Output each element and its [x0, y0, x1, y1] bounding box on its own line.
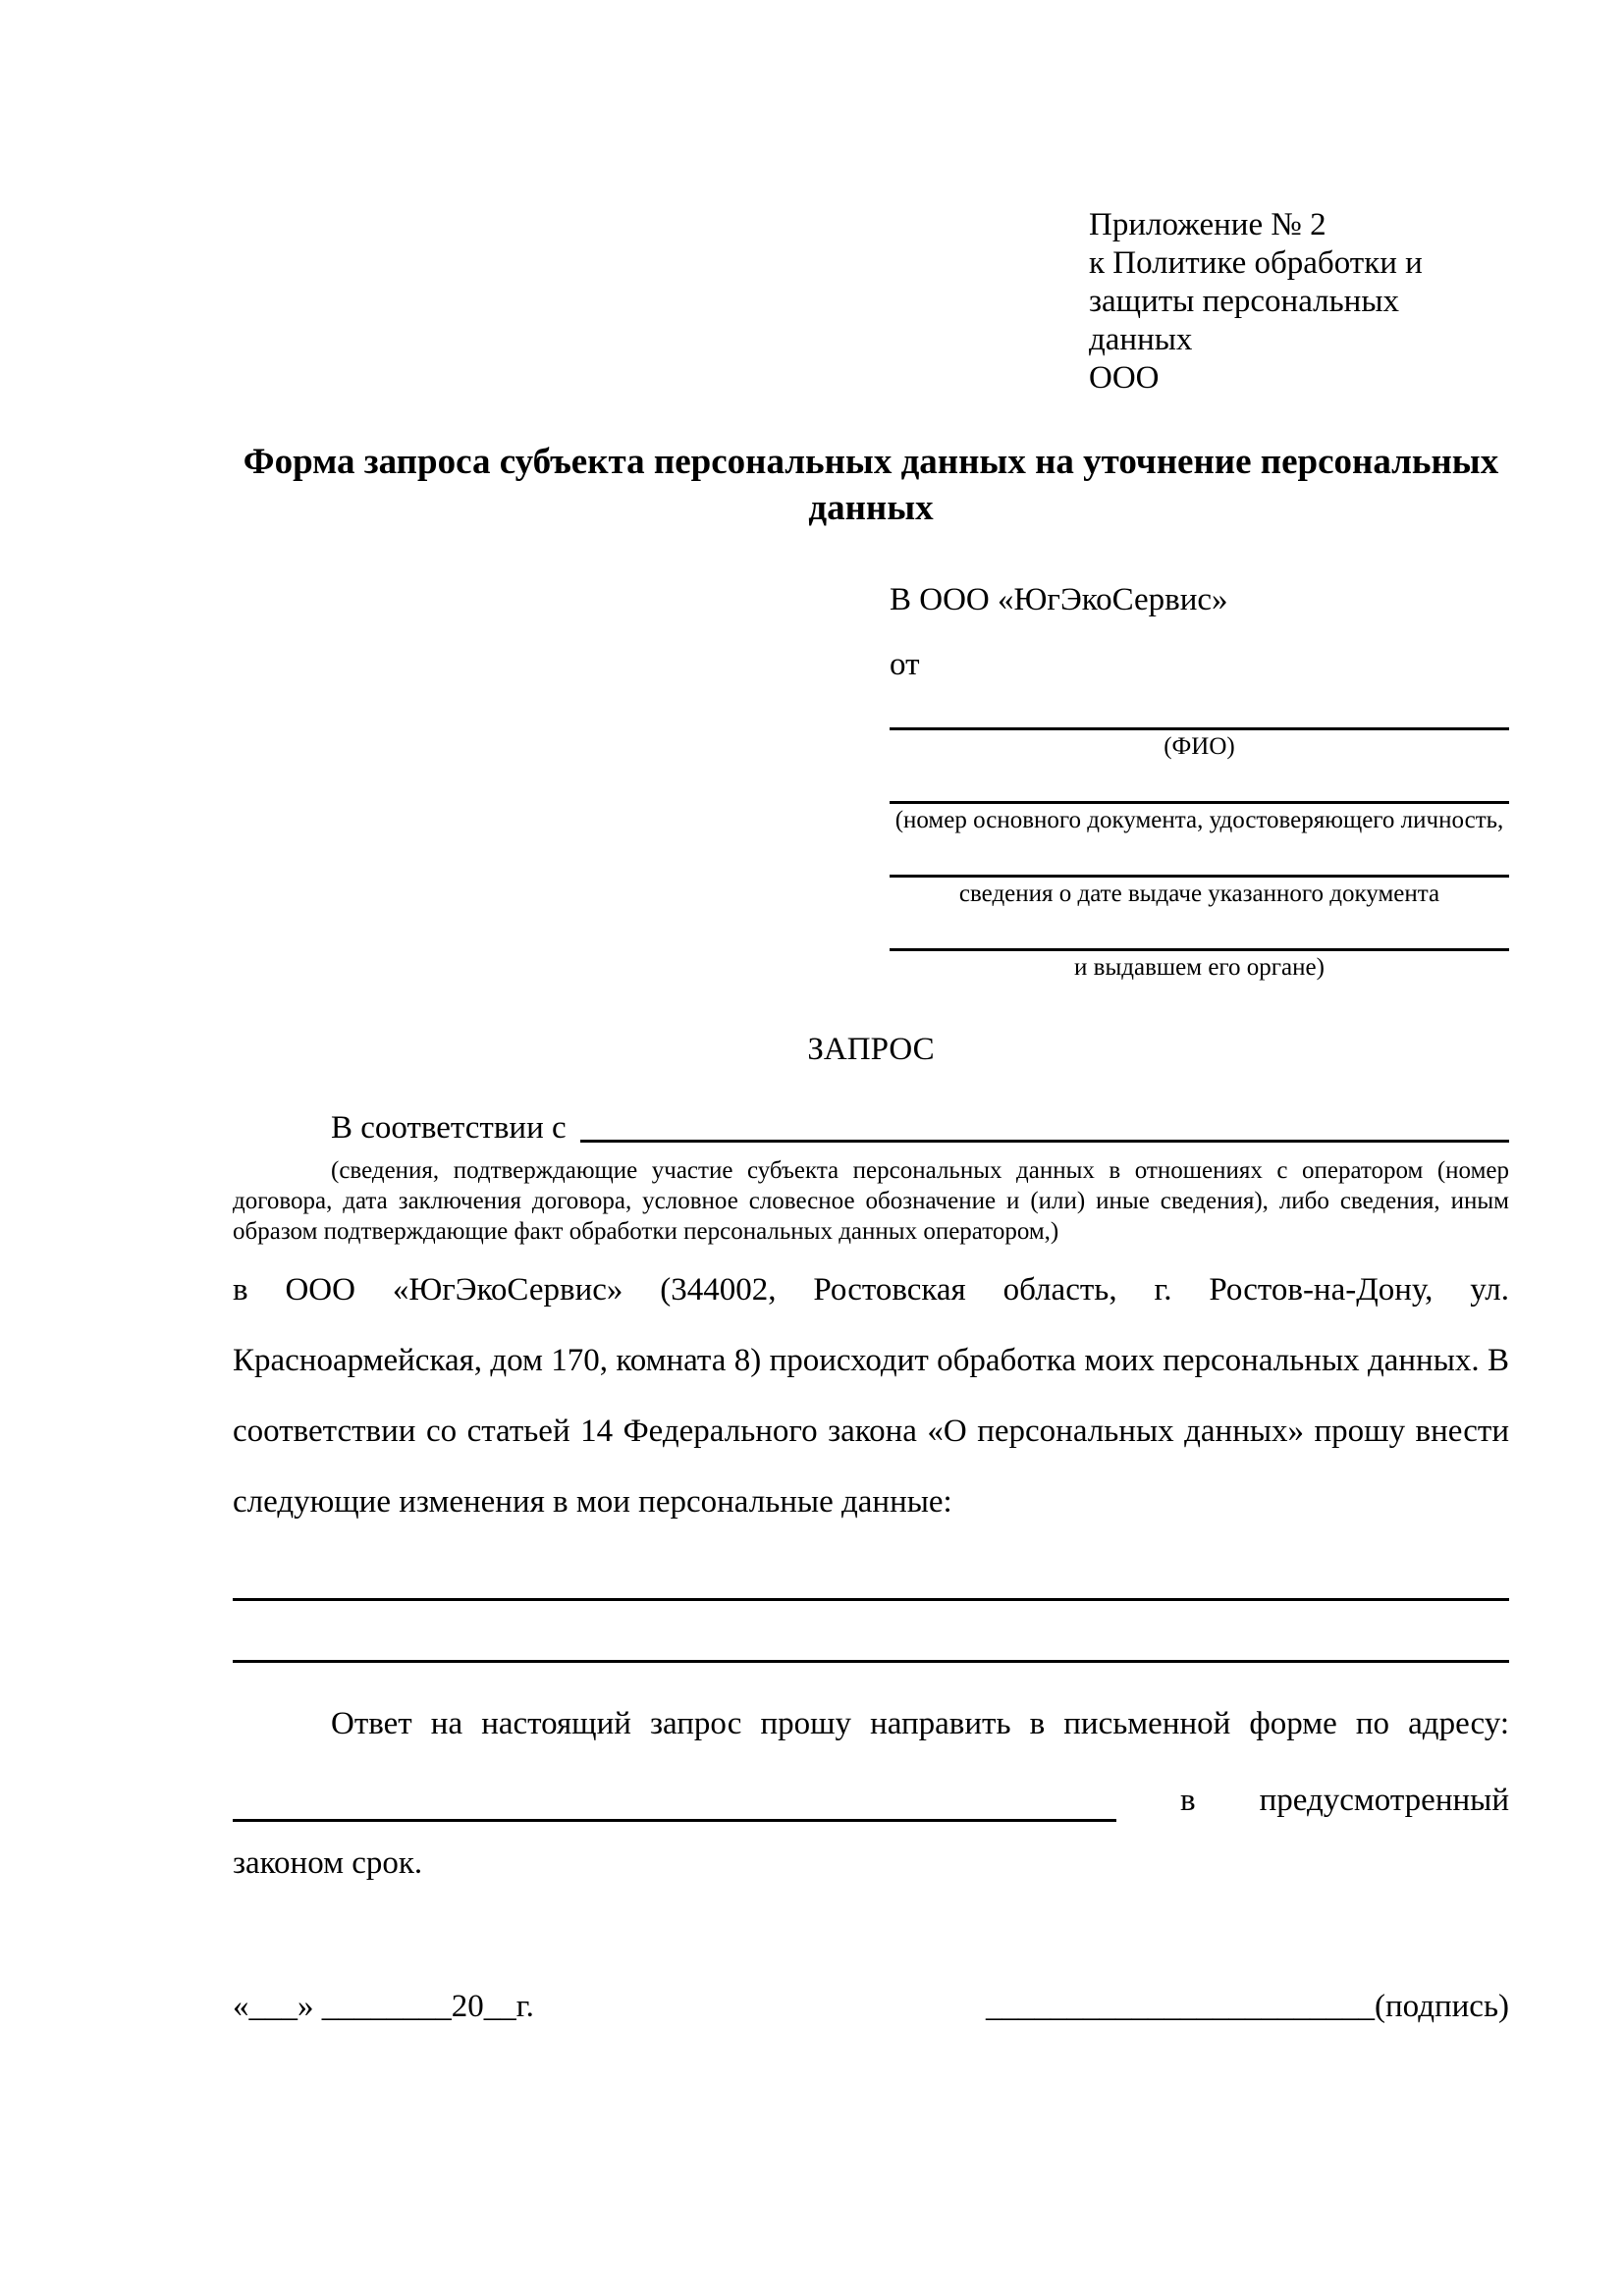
issuing-authority-caption: и выдавшем его органе)	[1074, 954, 1325, 981]
accordance-row	[233, 1106, 1509, 1149]
appendix-line: Приложение № 2	[1089, 207, 1326, 242]
reply-tail-word: в	[1180, 1783, 1196, 1818]
issue-date-blank-line	[890, 875, 1509, 878]
signature-caption: (подпись)	[1375, 1989, 1509, 2024]
issuing-authority-blank-line	[890, 948, 1509, 951]
accordance-lead: В соответствии с	[331, 1110, 567, 1146]
reply-end: законом срок.	[233, 1845, 423, 1881]
date-signature-row	[233, 1989, 1509, 2025]
document-title: Форма запроса субъекта персональных данных на уточнение персональных данных	[243, 442, 1499, 528]
fio-caption: (ФИО)	[1164, 733, 1235, 760]
accordance-blank-line	[580, 1140, 1509, 1143]
issue-date-caption: сведения о дате выдаче указанного документа	[958, 881, 1440, 907]
document-number-caption: (номер основного документа, удостоверяющего личность,	[894, 807, 1504, 833]
reply-address-row	[233, 1759, 1509, 1822]
field-issue-date	[890, 835, 1509, 909]
accordance-note: (сведения, подтверждающие участие субъекта персональных данных в отношениях с оператором (номер договора, дата заключения договора, условное словесное обозначение и (или) иные сведения), либо сведения, иным образом подтверждающие факт обработки персональных данных оператором,)	[233, 1157, 1509, 1245]
appendix-line: к Политике обработки и	[1089, 245, 1423, 281]
signature-blank-line: ________________________	[986, 1989, 1375, 2024]
changes-blank-line-2	[233, 1660, 1509, 1663]
request-body: в ООО «ЮгЭкоСервис» (344002, Ростовская область, г. Ростов-на-Дону, ул. Красноармейская, дом 170, комната 8) происходит обработка моих персональных данных. В соответствии со статьей 14 Федерального закона «О персональных данных» прошу внести следующие изменения в мои персональные данные:	[233, 1272, 1509, 1520]
field-issuing-authority	[890, 909, 1509, 983]
changes-blank-line-1	[233, 1598, 1509, 1601]
reply-tail-word: предусмотренный	[1259, 1783, 1509, 1818]
fio-blank-line	[890, 727, 1509, 730]
appendix-line: ООО	[1089, 360, 1160, 396]
appendix-block	[1089, 206, 1509, 398]
recipient-organization: В ООО «ЮгЭкоСервис»	[890, 582, 1228, 617]
address-blank-line	[233, 1768, 1116, 1822]
request-heading: ЗАПРОС	[807, 1032, 935, 1067]
signature-area	[986, 1989, 1509, 2025]
field-document-number	[890, 762, 1509, 835]
reply-lead: Ответ на настоящий запрос прошу направить в письменной форме по адресу:	[331, 1706, 1509, 1741]
date-blank: «___» ________20__г.	[233, 1989, 534, 2024]
from-label: от	[890, 647, 920, 682]
document-number-blank-line	[890, 801, 1509, 804]
field-fio	[890, 684, 1509, 762]
appendix-line: защиты персональных данных	[1089, 284, 1399, 357]
recipient-block	[890, 580, 1509, 983]
